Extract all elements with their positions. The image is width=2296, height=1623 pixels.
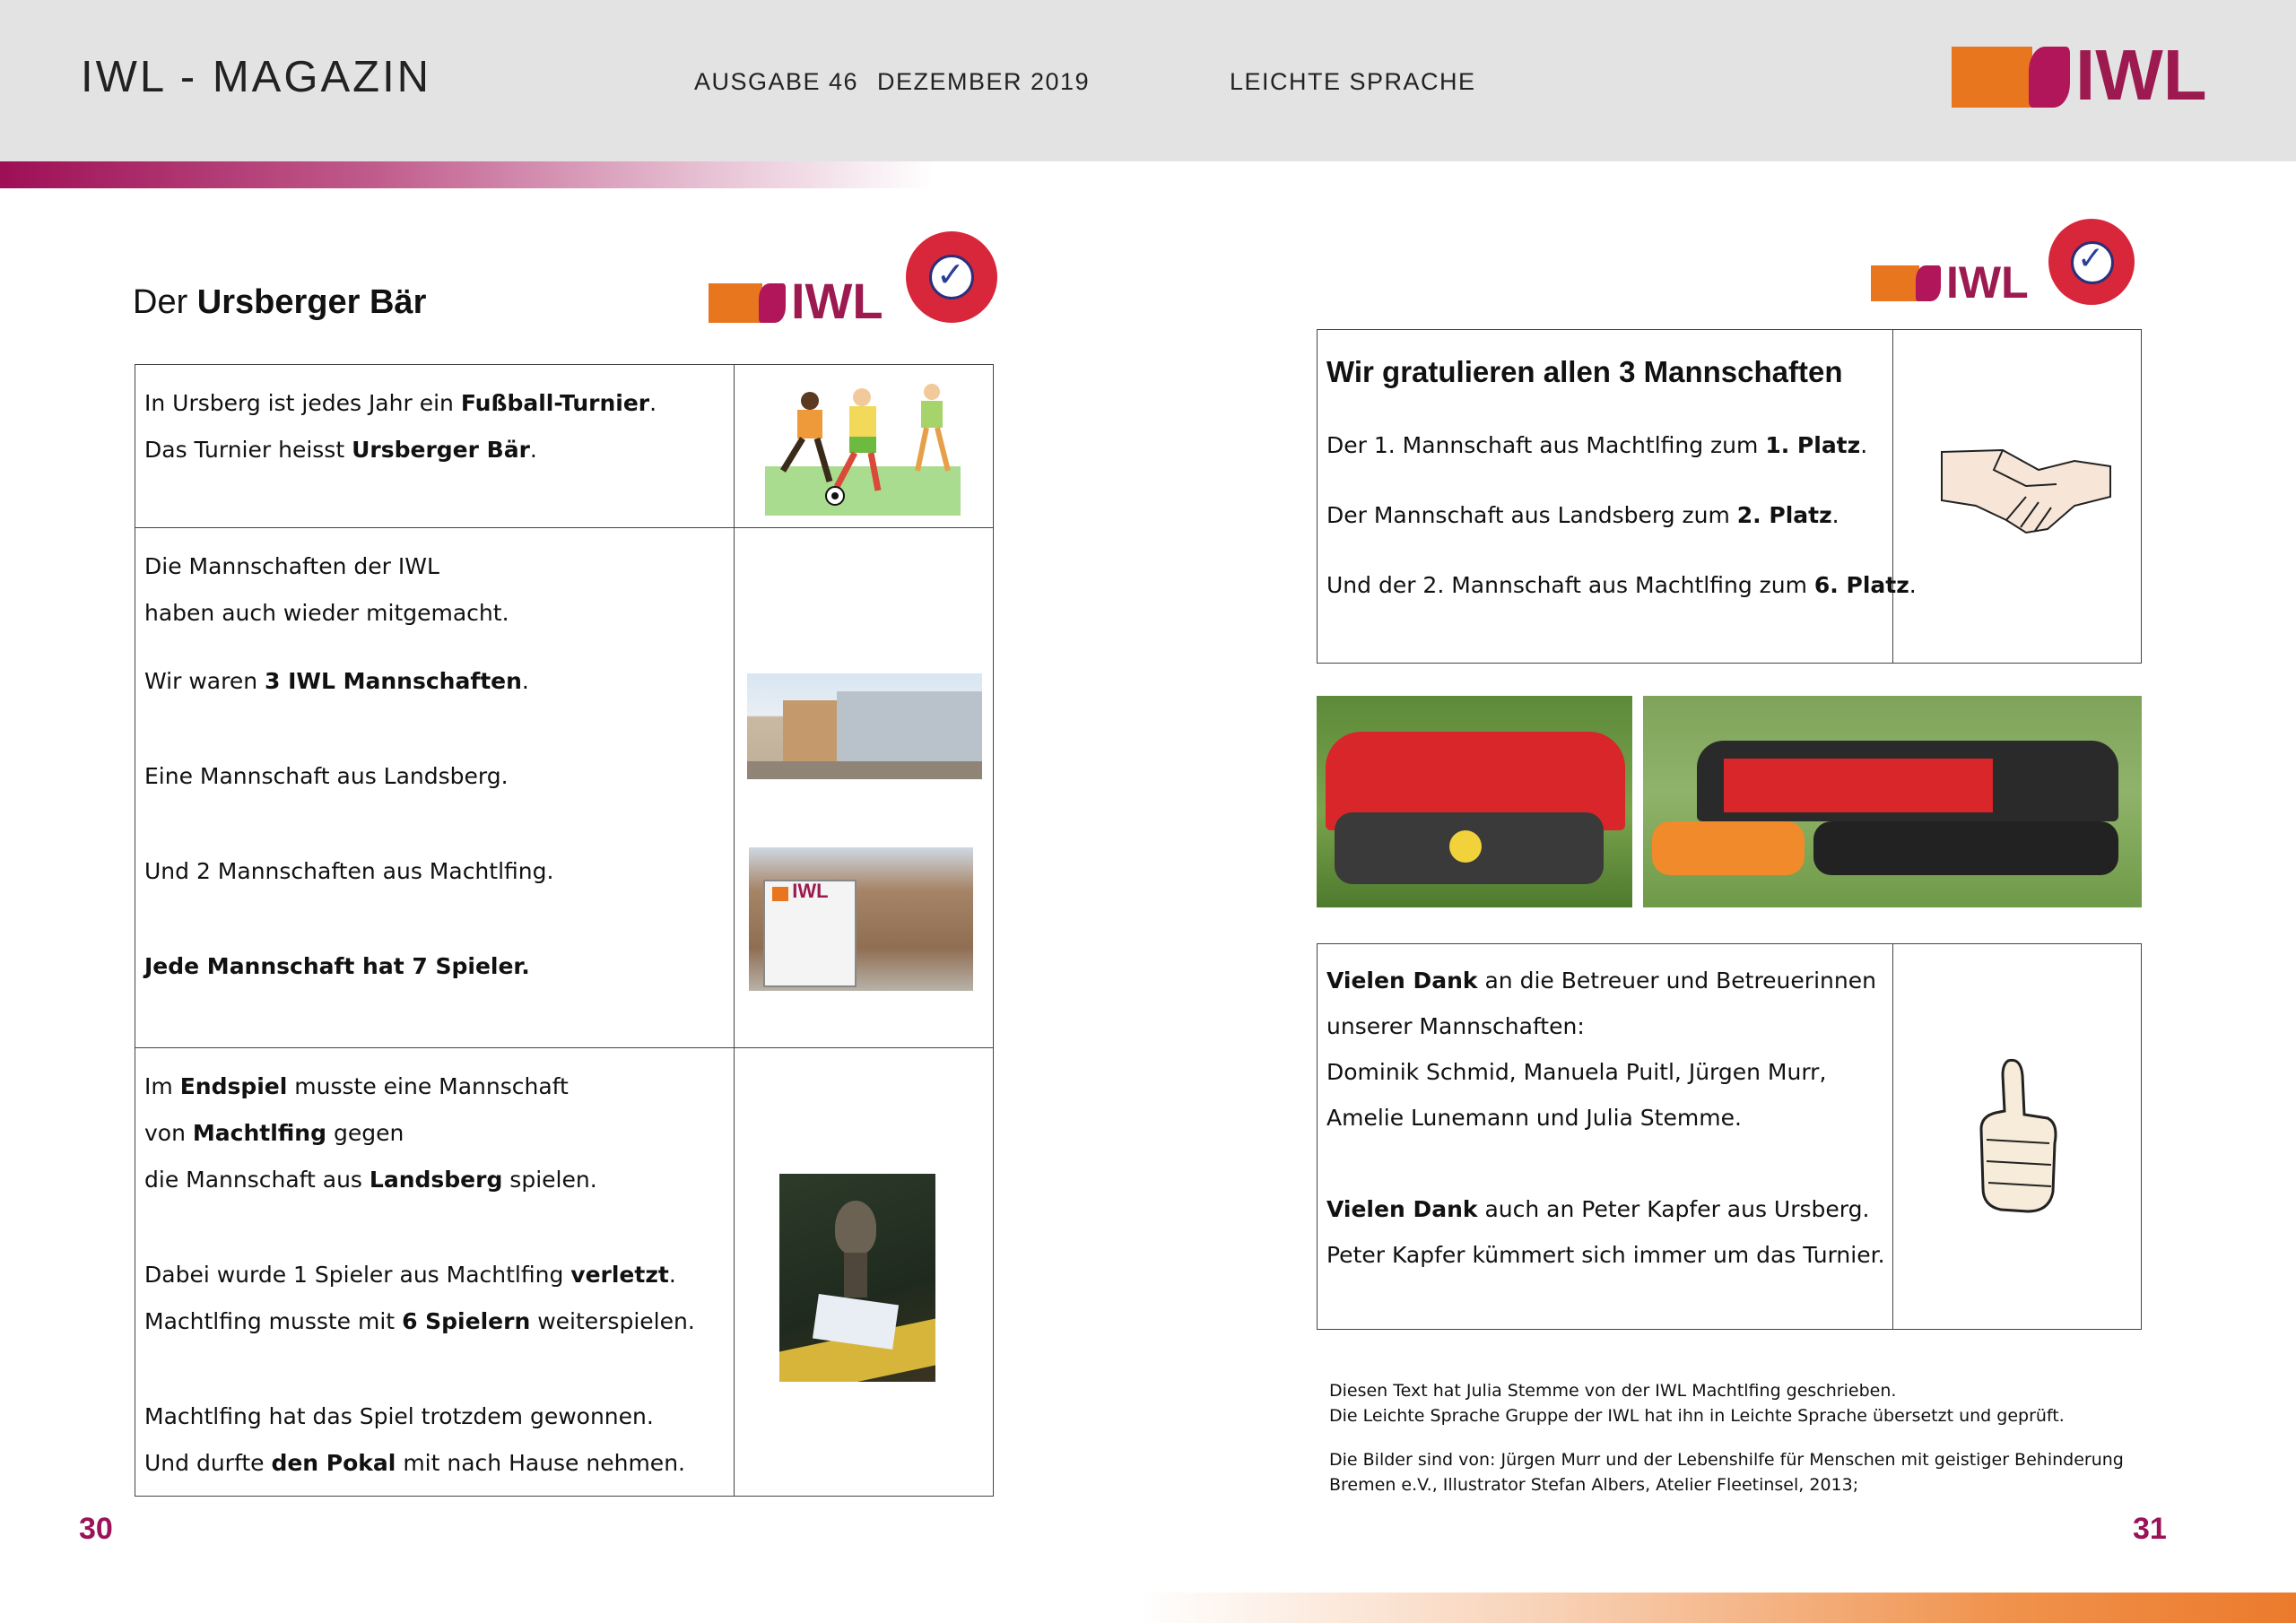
- team-photo-1: [1317, 696, 1632, 907]
- page-number-left: 30: [79, 1512, 113, 1546]
- team-photo-2: [1643, 696, 2142, 907]
- handshake-cell: [1893, 330, 2142, 664]
- trophy-photo: [779, 1174, 935, 1382]
- thumbs-up-cell: [1893, 944, 2142, 1330]
- header-accent-band: [0, 161, 933, 188]
- issue-date: DEZEMBER 2019: [877, 68, 1091, 95]
- building-photo: [747, 673, 982, 779]
- checkmark-icon: ✓: [936, 255, 965, 294]
- iwl-logo-left: IWL: [709, 280, 906, 326]
- row3-image-cell: [735, 1048, 994, 1497]
- leichte-sprache-seal-right: [2048, 219, 2135, 305]
- row2-image-cell: [735, 528, 994, 1048]
- row1-text-cell: In Ursberg ist jedes Jahr ein Fußball-Turnier. Das Turnier heisst Ursberger Bär.: [135, 365, 735, 528]
- row1-image-cell: [735, 365, 994, 528]
- credit-line-4: Bremen e.V., Illustrator Stefan Albers, Atelier Fleetinsel, 2013;: [1329, 1475, 1859, 1495]
- thanks-table: [1317, 943, 2142, 1330]
- credit-line-1: Diesen Text hat Julia Stemme von der IWL Machtlfing geschrieben.: [1329, 1381, 1897, 1401]
- leichte-sprache-seal-left: [906, 231, 997, 323]
- iwl-logo-right: IWL: [1871, 264, 2050, 305]
- language-label: LEICHTE SPRACHE: [1230, 68, 1476, 95]
- article-title: Der Ursberger Bär: [133, 283, 427, 321]
- left-content-table: [135, 364, 994, 1497]
- iwl-sign-photo: IWL: [749, 847, 973, 991]
- thumbs-up-icon: [1978, 1057, 2060, 1215]
- row3-text-cell: Im Endspiel musste eine Mannschaft von Machtlfing gegen die Mannschaft aus Landsberg spielen. Dabei wurde 1 Spieler aus Machtlfing verletzt. Machtlfing musste mit 6 Spielern weiterspielen. Machtlfing hat das Spiel trotzdem gewonnen. Und durfte den Pokal mit nach Hause nehmen.: [135, 1048, 735, 1497]
- soccer-players-illustration: [765, 381, 962, 516]
- congratulations-text-cell: Wir gratulieren allen 3 Mannschaften Der 1. Mannschaft aus Machtlfing zum 1. Platz. Der Mannschaft aus Landsberg zum 2. Platz. Und der 2. Mannschaft aus Machtlfing zum 6. Platz.: [1318, 330, 1893, 664]
- congratulations-table: [1317, 329, 2142, 664]
- iwl-logo-header: IWL: [1952, 47, 2212, 109]
- issue-number: AUSGABE 46: [694, 68, 859, 95]
- handshake-icon: [1940, 443, 2112, 536]
- credit-line-2: Die Leichte Sprache Gruppe der IWL hat ihn in Leichte Sprache übersetzt und geprüft.: [1329, 1406, 2065, 1426]
- magazine-title: IWL - MAGAZIN: [81, 53, 432, 101]
- thanks-text-cell: Vielen Dank an die Betreuer und Betreuerinnen unserer Mannschaften: Dominik Schmid, Manuela Puitl, Jürgen Murr, Amelie Lunemann und Julia Stemme. Vielen Dank auch an Peter Kapfer aus Ursberg. Peter Kapfer kümmert sich immer um das Turnier.: [1318, 944, 1893, 1330]
- checkmark-icon: ✓: [2077, 240, 2105, 277]
- row2-text-cell: Die Mannschaften der IWL haben auch wieder mitgemacht. Wir waren 3 IWL Mannschaften. Eine Mannschaft aus Landsberg. Und 2 Mannschaften aus Machtlfing. Jede Mannschaft hat 7 Spieler.: [135, 528, 735, 1048]
- footer-accent-band: [1139, 1593, 2296, 1623]
- credit-line-3: Die Bilder sind von: Jürgen Murr und der Lebenshilfe für Menschen mit geistiger Behinderung: [1329, 1450, 2124, 1470]
- page-number-right: 31: [2133, 1512, 2167, 1546]
